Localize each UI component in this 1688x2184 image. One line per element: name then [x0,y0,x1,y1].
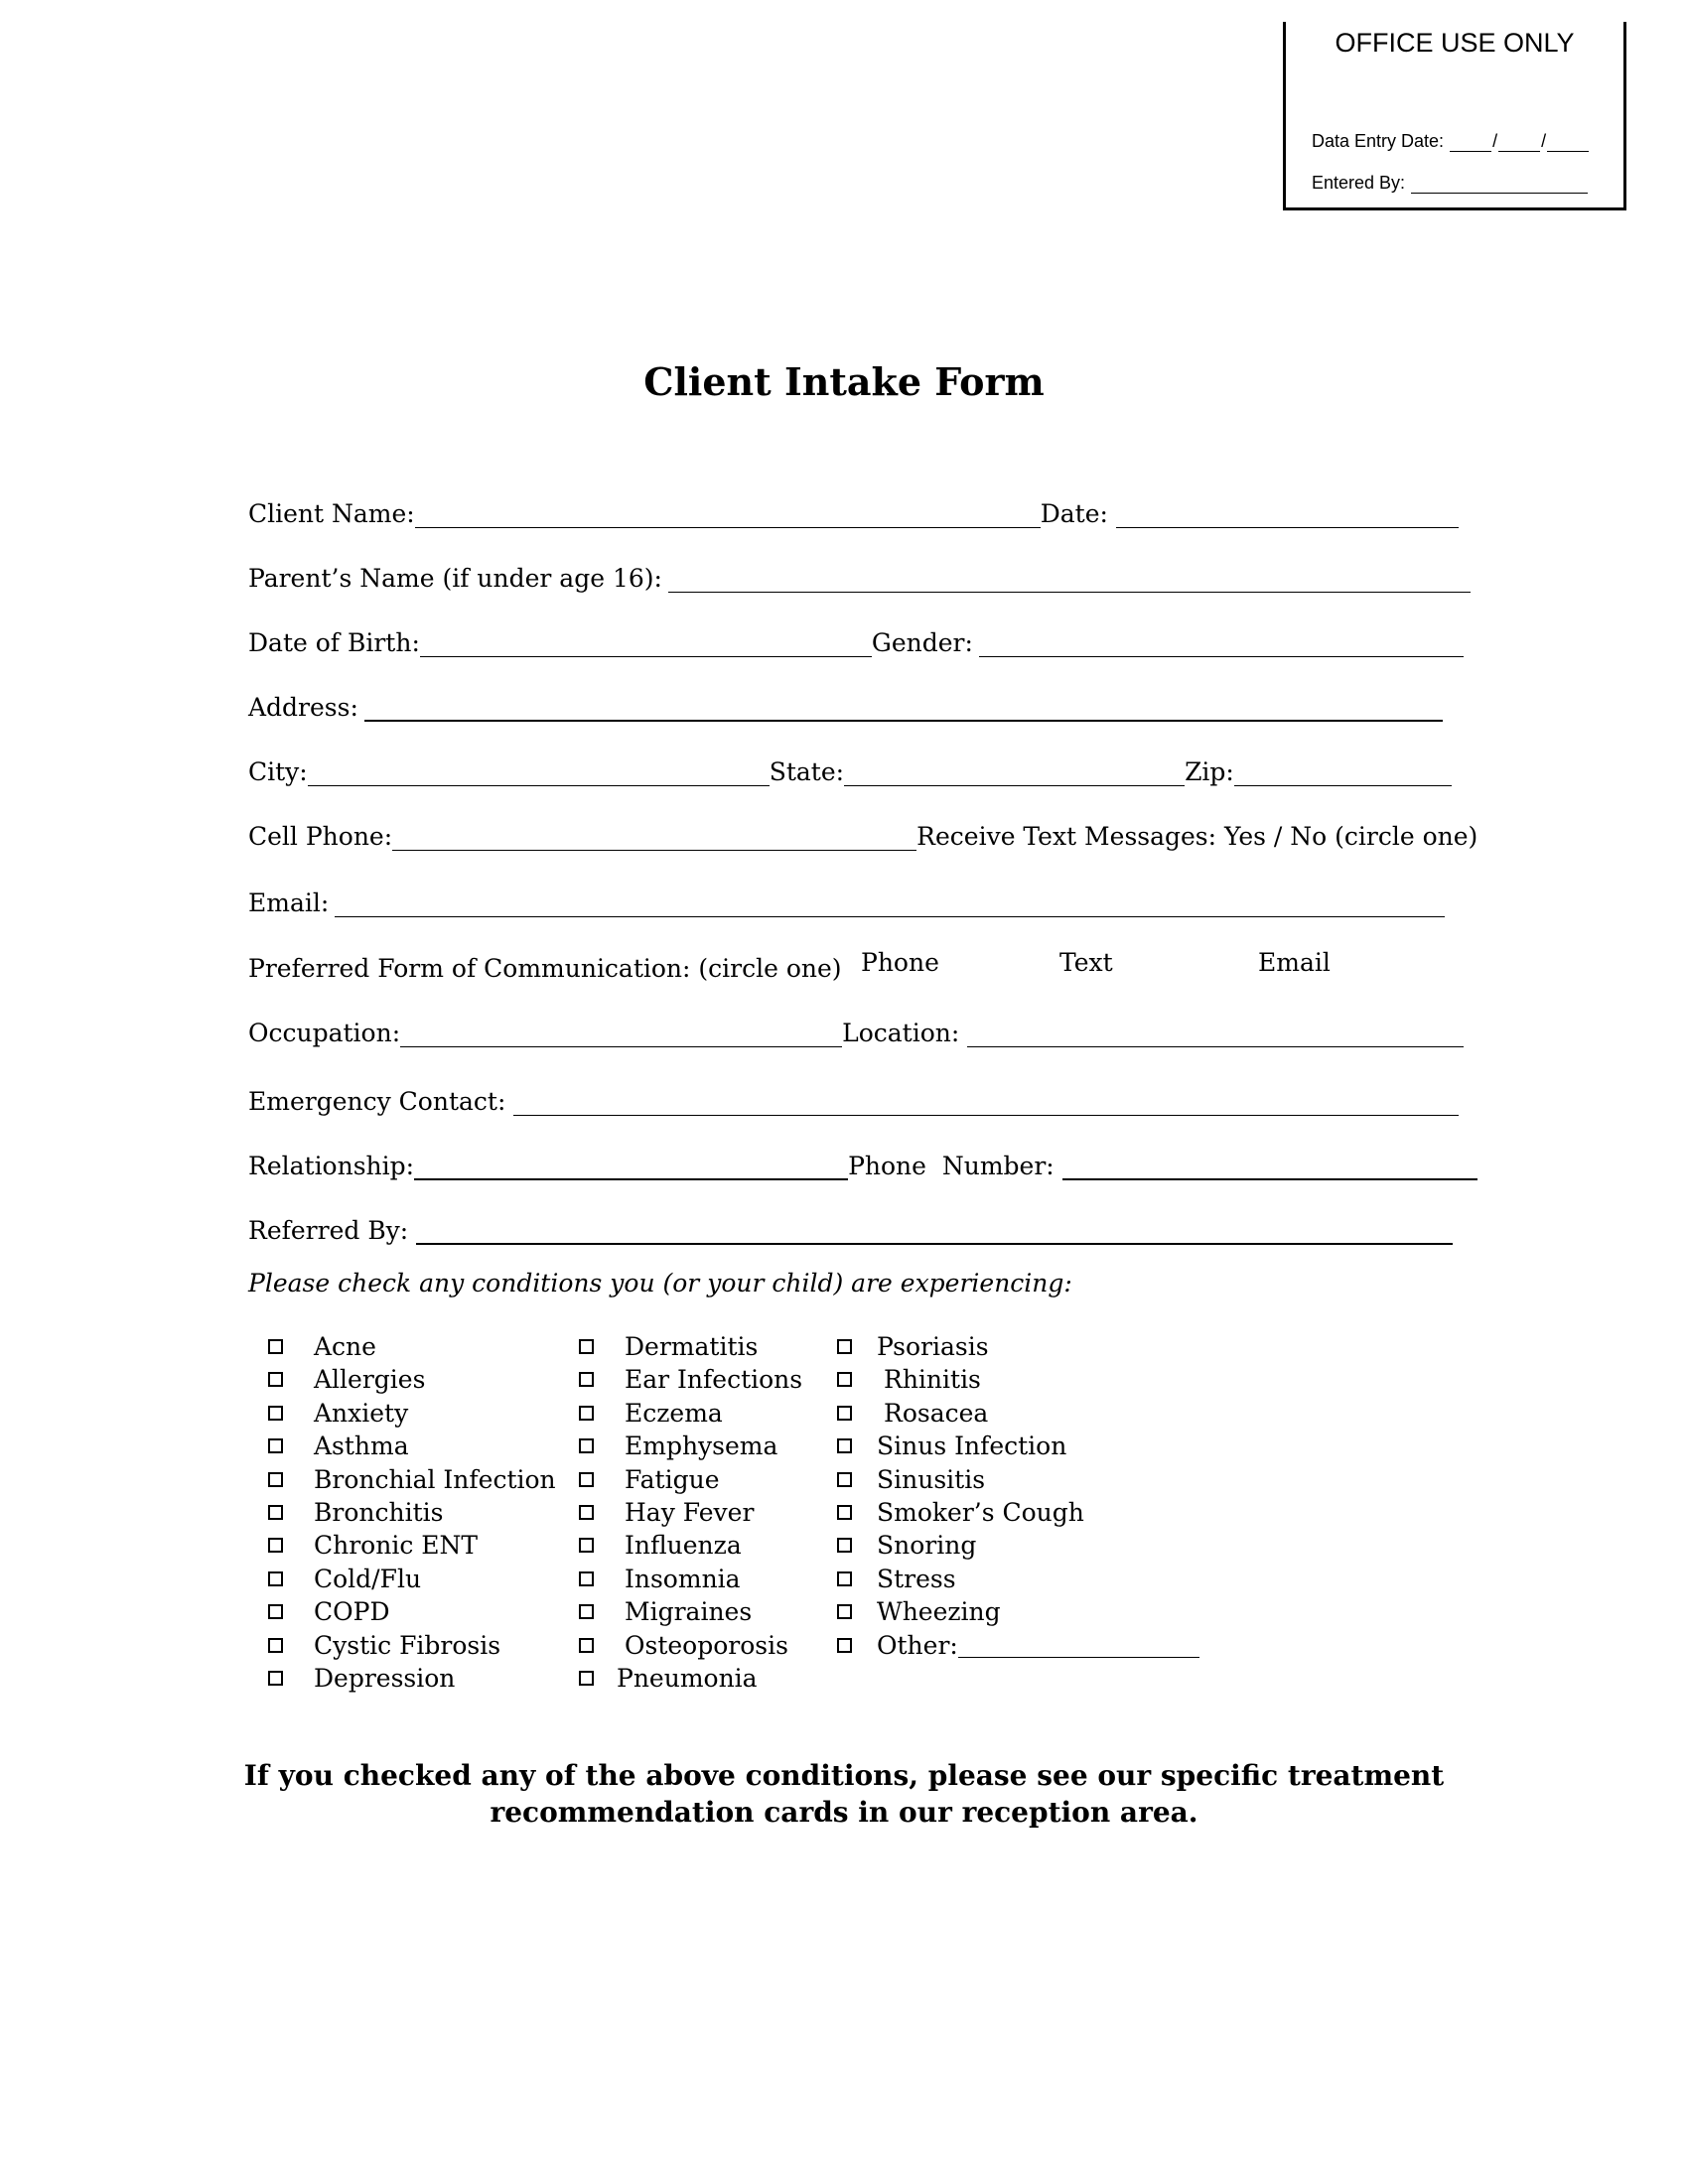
occupation-label: Occupation: [248,1019,401,1047]
client-name-field[interactable] [415,500,1041,528]
checkbox[interactable] [837,1638,852,1653]
checkbox[interactable] [837,1472,852,1487]
checkbox[interactable] [268,1638,283,1653]
city-field[interactable] [308,758,770,786]
checkbox[interactable] [579,1638,594,1653]
data-entry-day-field[interactable] [1498,135,1540,152]
checkbox[interactable] [579,1339,594,1354]
checkbox[interactable] [268,1604,283,1619]
parent-name-label: Parent’s Name (if under age 16): [248,564,662,593]
receive-text-label[interactable]: Receive Text Messages: Yes / No (circle one) [916,822,1478,851]
relationship-label: Relationship: [248,1152,415,1180]
client-name-label: Client Name: [248,499,415,528]
phone-number-field[interactable] [1062,1153,1477,1180]
checkbox[interactable] [579,1571,594,1586]
email-row [248,878,1445,917]
location-field[interactable] [967,1020,1464,1047]
phone-number-label: Phone Number: [848,1152,1055,1180]
data-entry-date-label: Data Entry Date: [1312,131,1445,151]
checkbox[interactable] [579,1472,594,1487]
checkbox[interactable] [268,1505,283,1520]
data-entry-year-field[interactable] [1547,135,1589,152]
checkbox[interactable] [268,1406,283,1421]
location-label: Location: [842,1019,960,1047]
state-label: State: [769,757,845,786]
closing-line-1: If you checked any of the above conditions, please see our specific treatment [243,1759,1445,1792]
address-label: Address: [248,693,358,722]
dob-gender-row [248,617,1464,657]
address-row [248,682,1443,722]
conditions-prompt: Please check any conditions you (or your child) are experiencing: [248,1269,1072,1297]
cell-phone-field[interactable] [392,823,916,851]
client-name-row [248,488,1459,528]
pref-option-email[interactable]: Email [1258,948,1331,977]
pref-option-phone[interactable]: Phone [861,948,939,977]
closing-line-2: recommendation cards in our reception area. [490,1796,1198,1829]
checkbox[interactable] [268,1372,283,1387]
gender-field[interactable] [979,629,1464,657]
checkbox[interactable] [837,1372,852,1387]
checkbox[interactable] [837,1538,852,1553]
cell-phone-label: Cell Phone: [248,822,393,851]
entered-by-line [1312,173,1588,194]
cell-phone-row [248,811,1477,851]
date-field[interactable] [1116,500,1459,528]
checkbox[interactable] [579,1438,594,1453]
checkbox[interactable] [268,1339,283,1354]
checkbox[interactable] [268,1472,283,1487]
checkbox[interactable] [268,1438,283,1453]
state-field[interactable] [844,758,1185,786]
email-label: Email: [248,888,330,917]
dob-field[interactable] [420,629,872,657]
closing-note [0,1757,1688,1831]
parent-name-field[interactable] [668,565,1471,593]
checkbox[interactable] [579,1406,594,1421]
occupation-row [248,1008,1464,1047]
checkbox[interactable] [268,1671,283,1686]
checkbox[interactable] [837,1339,852,1354]
checkbox[interactable] [579,1505,594,1520]
office-use-title: OFFICE USE ONLY [1335,28,1575,58]
preferred-communication-row [248,943,842,983]
gender-label: Gender: [871,628,973,657]
zip-field[interactable] [1234,758,1452,786]
entered-by-field[interactable] [1411,177,1588,194]
checkbox[interactable] [579,1604,594,1619]
preferred-communication-label: Preferred Form of Communication: (circle one) [248,954,842,983]
emergency-contact-row [248,1076,1459,1116]
occupation-field[interactable] [400,1020,842,1047]
emergency-contact-field[interactable] [513,1088,1459,1116]
checkbox[interactable] [837,1406,852,1421]
dob-label: Date of Birth: [248,628,420,657]
checkbox[interactable] [268,1571,283,1586]
referred-by-label: Referred By: [248,1216,409,1245]
checkbox[interactable] [837,1438,852,1453]
address-field[interactable] [364,694,1443,722]
emergency-contact-label: Emergency Contact: [248,1087,506,1116]
data-entry-date-line: Data Entry Date: / / [1312,131,1589,152]
entered-by-label: Entered By: [1312,173,1406,193]
office-use-box [1283,22,1626,210]
page-title: Client Intake Form [643,359,1045,404]
referred-by-row [248,1205,1453,1245]
city-label: City: [248,757,308,786]
data-entry-month-field[interactable] [1450,135,1491,152]
relationship-row [248,1141,1477,1180]
email-field[interactable] [335,889,1445,917]
parent-name-row [248,553,1471,593]
pref-option-text[interactable]: Text [1059,948,1113,977]
checkbox[interactable] [268,1538,283,1553]
date-label: Date: [1040,499,1108,528]
other-condition-field[interactable] [958,1633,1199,1658]
checkbox[interactable] [837,1604,852,1619]
checkbox[interactable] [579,1372,594,1387]
relationship-field[interactable] [414,1153,848,1180]
referred-by-field[interactable] [416,1217,1453,1245]
checkbox[interactable] [837,1505,852,1520]
checkbox[interactable] [579,1671,594,1686]
city-state-zip-row [248,747,1452,786]
zip-label: Zip: [1185,757,1234,786]
checkbox[interactable] [837,1571,852,1586]
checkbox[interactable] [579,1538,594,1553]
